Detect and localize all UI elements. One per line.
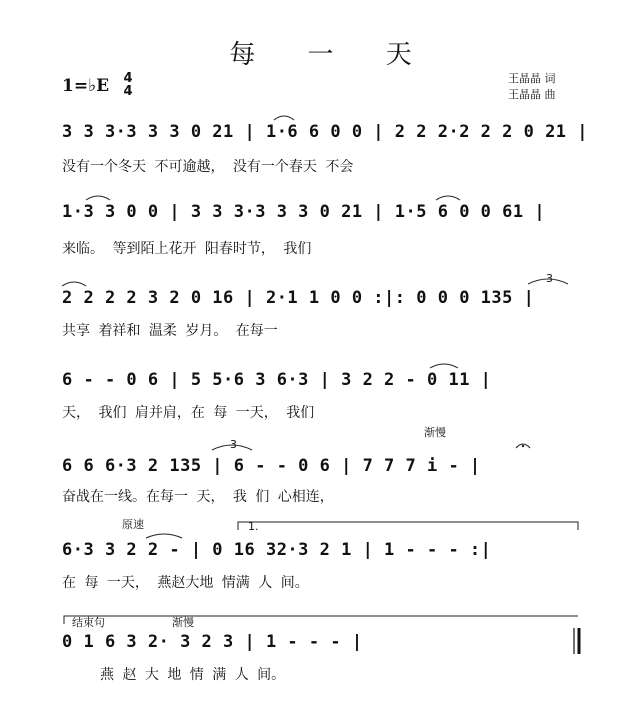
slur-row-1 — [274, 116, 294, 120]
notation-row-5: 6 6 6·3 2 135 | 6 - - 0 6 | 7 7 7 i - | — [62, 456, 481, 476]
meter-bottom: 4 — [123, 84, 133, 99]
time-signature — [120, 72, 136, 98]
ending-phrase-bracket — [64, 616, 578, 624]
triplet-mark-1: 3 — [546, 272, 553, 285]
notation-row-3: 2 2 2 2 3 2 0 16 | 2·1 1 0 0 :|: 0 0 0 135 | — [62, 288, 535, 308]
lyrics-row-3: 共享 着祥和 温柔 岁月。 在每一 — [62, 323, 278, 339]
fermata — [516, 444, 530, 448]
notation-row-1: 3 3 3·3 3 3 0 21 | 1·6 6 0 0 | 2 2 2·2 2 2 0 21 | — [62, 122, 589, 142]
lyrics-row-6: 在 每 一天， 燕赵大地 情满 人 间。 — [62, 575, 309, 591]
ritardando-mark-1: 渐慢 — [424, 426, 446, 439]
triplet-mark-2: 3 — [230, 438, 237, 451]
a-tempo-mark: 原速 — [122, 518, 144, 531]
first-ending-bracket — [238, 522, 578, 530]
lyrics-row-5: 奋战在一线。在每一 天， 我 们 心相连， — [62, 489, 334, 505]
slur-row-2b — [436, 196, 460, 200]
slur-row-6 — [146, 534, 182, 538]
lyrics-row-4: 天， 我们 肩并肩，在 每 一天， 我们 — [62, 405, 315, 421]
lyrics-row-2: 来临。 等到陌上花开 阳春时节， 我们 — [62, 241, 312, 257]
key-signature: 1=♭E — [62, 76, 110, 96]
lyrics-row-7: 燕 赵 大 地 情 满 人 间。 — [100, 667, 286, 683]
slur-row-3 — [62, 282, 86, 286]
notation-row-7: 0 1 6 3 2· 3 2 3 | 1 - - - | — [62, 632, 363, 652]
lyricist-credit: 王晶晶 词 — [508, 72, 556, 85]
lyrics-row-1: 没有一个冬天 不可逾越， 没有一个春天 不会 — [62, 159, 354, 175]
notation-row-4: 6 - - 0 6 | 5 5·6 3 6·3 | 3 2 2 - 0 11 | — [62, 370, 492, 390]
slur-row-4 — [430, 364, 458, 368]
first-ending-label: 1. — [248, 520, 259, 533]
ending-phrase-label: 结束句 — [72, 616, 105, 629]
notation-row-2: 1·3 3 0 0 | 3 3 3·3 3 3 0 21 | 1·5 6 0 0 61 | — [62, 202, 546, 222]
song-title: 每 一 天 — [229, 40, 434, 70]
fermata-dot — [522, 445, 524, 447]
ritardando-mark-2: 渐慢 — [172, 616, 194, 629]
composer-credit: 王晶晶 曲 — [508, 88, 556, 101]
meter-top: 4 — [123, 71, 133, 86]
slur-row-2a — [86, 196, 110, 200]
notation-row-6: 6·3 3 2 2 - | 0 16 32·3 2 1 | 1 - - - :| — [62, 540, 492, 560]
